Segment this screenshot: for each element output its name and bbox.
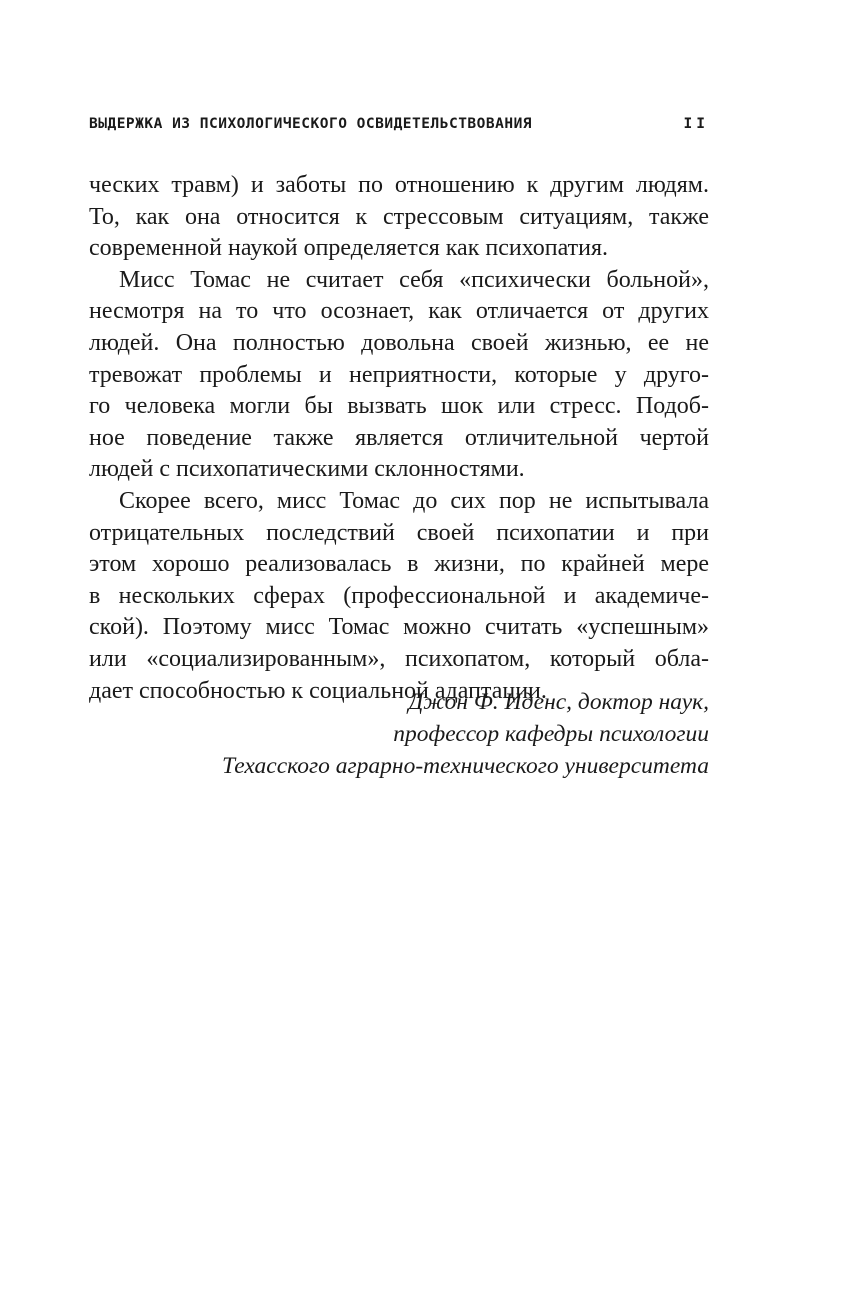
signature-institution: Техасского аграрно-технического университета (222, 753, 709, 779)
paragraph-1-line: ческих травм) и заботы по отношению к другим людям. (89, 172, 709, 198)
page-number: II (683, 116, 709, 132)
running-head-title: ВЫДЕРЖКА ИЗ ПСИХОЛОГИЧЕСКОГО ОСВИДЕТЕЛЬСТВОВАНИЯ (89, 116, 533, 132)
running-head (89, 116, 709, 132)
paragraph-2-line: ное поведение также является отличительной чертой (89, 424, 709, 451)
paragraph-2-line: людей. Она полностью довольна своей жизнью, ее не (89, 329, 709, 356)
paragraph-3-line: этом хорошо реализовалась в жизни, по крайней мере (89, 551, 709, 578)
paragraph-2-line: тревожат проблемы и неприятности, которые у друго- (89, 361, 709, 388)
signature-name: Джон Ф. Иденс, доктор наук, (408, 689, 709, 715)
paragraph-2-line: несмотря на то что осознает, как отличается от других (89, 298, 709, 325)
paragraph-3-line: в нескольких сферах (профессиональной и академиче- (89, 582, 709, 609)
paragraph-3-line: Скорее всего, мисс Томас до сих пор не испытывала (119, 487, 709, 514)
paragraph-3-line: дает способностью к социальной адаптации. (89, 677, 547, 704)
signature-block (89, 686, 709, 782)
paragraph-2-line: людей с психопатическими склонностями. (89, 456, 525, 483)
body-text (89, 170, 709, 707)
paragraph-1-line: То, как она относится к стрессовым ситуациям, также (89, 203, 709, 230)
paragraph-2-line: го человека могли бы вызвать шок или стресс. Подоб- (89, 393, 709, 420)
paragraph-1-line: современной наукой определяется как психопатия. (89, 235, 609, 262)
paragraph-3-line: ской). Поэтому мисс Томас можно считать «успешным» (89, 614, 709, 641)
paragraph-3-line: или «социализированным», психопатом, который обла- (89, 645, 709, 672)
paragraph-2-line: Мисс Томас не считает себя «психически больной», (119, 266, 709, 293)
paragraph-3-line: отрицательных последствий своей психопатии и при (89, 519, 709, 546)
signature-position: профессор кафедры психологии (393, 721, 709, 747)
